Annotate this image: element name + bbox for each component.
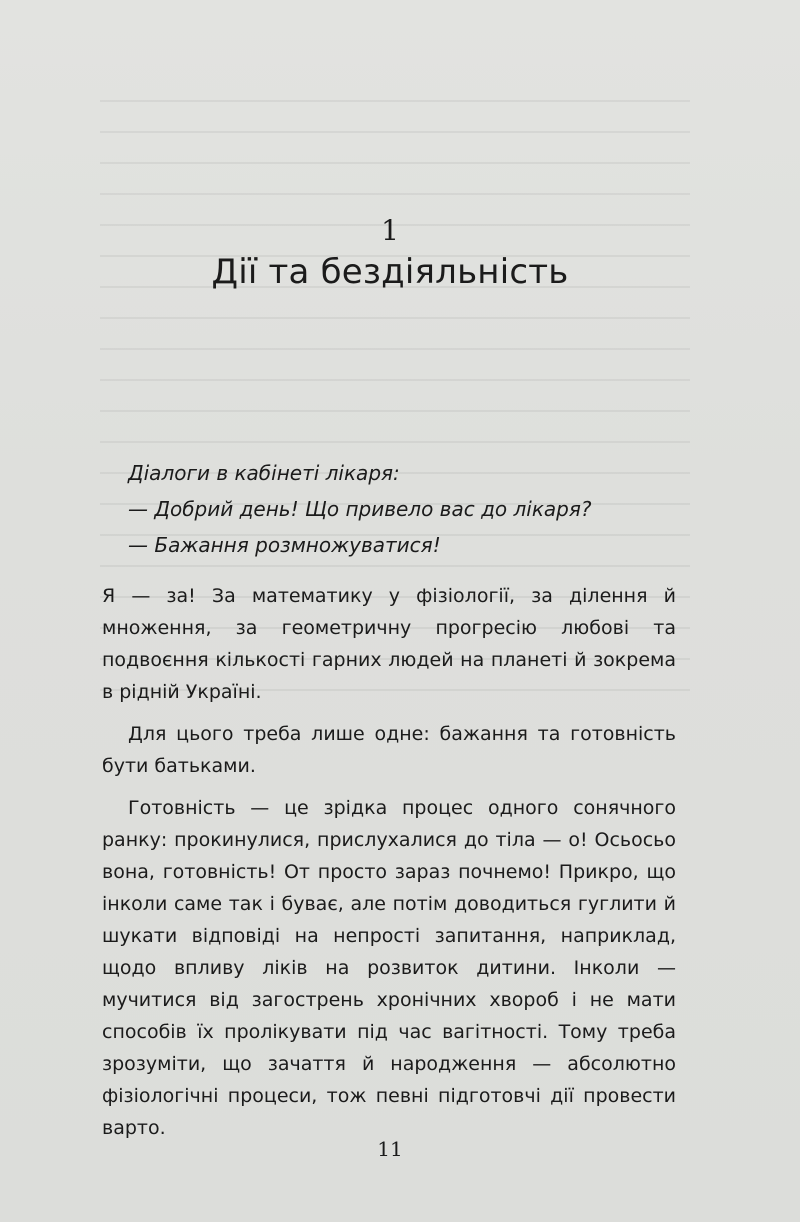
- chapter-number: 1: [381, 214, 399, 247]
- epigraph-line: — Бажання розмножуватися!: [128, 533, 441, 557]
- epigraph-line: — Добрий день! Що привело вас до лікаря?: [128, 497, 592, 521]
- page-number: 11: [377, 1137, 403, 1161]
- paragraph: Я — за! За математику у фізіології, за ділення й множення, за геометричну прогресію любові та подвоєння кількості гарних людей на планеті й зокрема в рідній Україні.: [102, 585, 676, 703]
- epigraph-line: Діалоги в кабінеті лікаря:: [128, 461, 400, 485]
- paragraph: Готовність — це зрідка процес одного сонячного ранку: прокинулися, прислухалися до тіла — о! Осьосьо вона, готовність! От просто зараз почнемо! Прикро, що інколи саме так і буває, але потім доводиться гуглити й шукати відповіді на непрості запитання, наприклад, щодо впливу ліків на розвиток дитини. Інколи — мучитися від загострень хронічних хвороб і не мати способів їх пролікувати під час вагітності. Тому треба зрозуміти, що зачаття й народження — абсолютно фізіологічні процеси, тож певні підготовчі дії провести варто.: [102, 797, 676, 1139]
- epigraph: [128, 455, 688, 563]
- paragraph: Для цього треба лише одне: бажання та готовність бути батьками.: [102, 723, 676, 777]
- body-text: [102, 580, 676, 1154]
- chapter-title: Дії та бездіяльність: [211, 252, 569, 292]
